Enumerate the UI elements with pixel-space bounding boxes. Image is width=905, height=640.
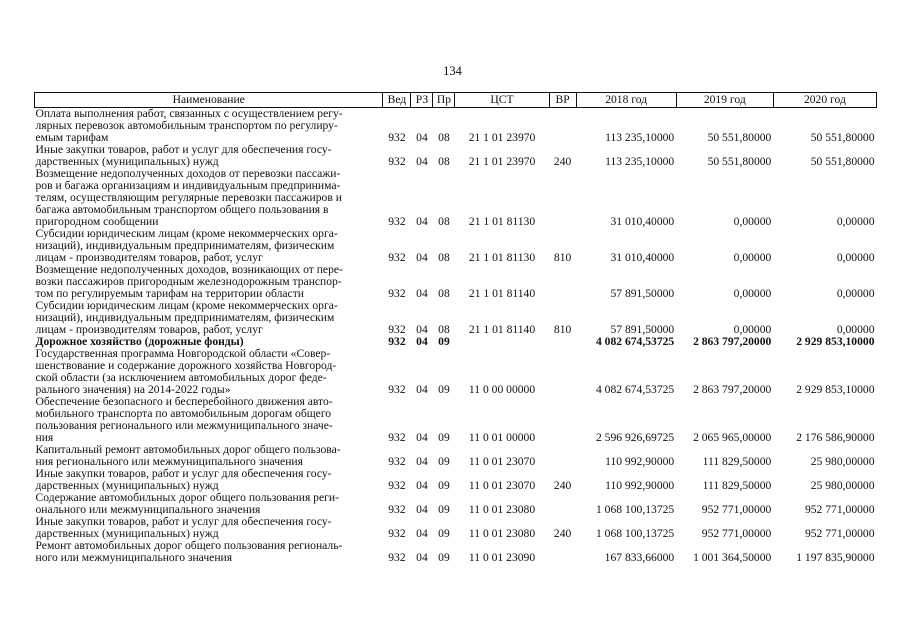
row-name: Субсидии юридическим лицам (кроме некоммерческих орга- низаций), индивидуальным предпринимателям, физическим лицам - производителям товаров, работ, услуг: [35, 227, 338, 264]
row-amount-2018: 2 596 926,69725: [595, 431, 675, 444]
row-amount-2020: 952 771,00000: [804, 527, 875, 540]
row-amount-2019: 0,00000: [733, 215, 772, 228]
row-ved: 932: [388, 131, 406, 144]
row-vr: [549, 336, 576, 348]
header-2019: 2019 год: [676, 93, 773, 108]
row-amount-2020: 0,00000: [836, 287, 875, 300]
row-name: Государственная программа Новгородской области «Совер- шенствование и содержание дорожного хозяйства Новгород- ской области (за исключением автомобильных дорог феде- рального значения) на 2014-2022 годы»: [35, 347, 337, 396]
row-amount-2018: 110 992,90000: [605, 479, 675, 492]
row-pr: 09: [438, 431, 450, 444]
row-amount-2018: 31 010,40000: [610, 251, 675, 264]
row-vr: 810: [553, 251, 572, 264]
row-cst: 11 0 01 23080: [468, 527, 536, 540]
row-amount-2019: 50 551,80000: [707, 155, 772, 168]
row-pr: 09: [438, 383, 450, 396]
row-amount-2020: 25 980,00000: [810, 479, 875, 492]
row-name: Субсидии юридическим лицам (кроме некоммерческих орга- низаций), индивидуальным предпринимателям, физическим лицам - производителям товаров, работ, услуг: [35, 299, 338, 336]
row-cst: 21 1 01 23970: [468, 155, 536, 168]
table-row: [35, 492, 877, 516]
row-amount-2019: 111 829,50000: [702, 479, 772, 492]
header-2020: 2020 год: [773, 93, 876, 108]
row-vr: [549, 492, 576, 516]
row-amount-2018: 1 068 100,13725: [595, 527, 675, 540]
row-name: Ремонт автомобильных дорог общего пользования региональ- ного или межмуниципального значения: [35, 539, 343, 564]
row-rz: 04: [416, 551, 428, 564]
row-rz: 04: [416, 215, 428, 228]
row-name: Капитальный ремонт автомобильных дорог общего пользова- ния регионального или межмуниципального значения: [35, 443, 341, 468]
row-rz: 04: [416, 155, 428, 168]
row-ved: 932: [388, 251, 406, 264]
row-pr: 08: [438, 155, 450, 168]
row-name: Обеспечение безопасного и бесперебойного движения авто- мобильного транспорта по автомобильным дорогам общего пользования регионального или межмуниципального значе- ния: [35, 395, 333, 444]
row-amount-2020: 2 929 853,10000: [796, 383, 875, 396]
row-name: Возмещение недополученных доходов, возникающих от пере- возки пассажиров пригородным железнодорожным транспор- том по регулируемым тарифам на территории области: [35, 263, 343, 300]
row-amount-2020: 2 176 586,90000: [796, 431, 875, 444]
table-row: [35, 540, 877, 564]
row-amount-2018: 4 082 674,53725: [595, 383, 675, 396]
row-ved: 932: [388, 503, 406, 516]
row-amount-2018: 113 235,10000: [605, 131, 675, 144]
row-amount-2020: 25 980,00000: [810, 455, 875, 468]
row-rz: 04: [416, 251, 428, 264]
row-ved: 932: [388, 215, 406, 228]
row-rz: 04: [416, 323, 428, 336]
row-amount-2019: 952 771,00000: [701, 527, 772, 540]
row-amount-2019: 2 863 797,20000: [693, 383, 772, 396]
row-ved: 932: [388, 155, 406, 168]
row-vr: [549, 348, 576, 396]
row-vr: [549, 108, 576, 145]
row-pr: 08: [438, 287, 450, 300]
header-2018: 2018 год: [576, 93, 676, 108]
header-ved: Вед: [383, 93, 411, 108]
row-cst: 21 1 01 81140: [468, 323, 536, 336]
header-name: Наименование: [35, 93, 383, 108]
row-pr: 09: [438, 455, 450, 468]
row-amount-2018: 113 235,10000: [605, 155, 675, 168]
table-header-row: [35, 93, 877, 108]
row-vr: 240: [553, 479, 572, 492]
table-row: [35, 144, 877, 168]
row-amount-2019: 50 551,80000: [707, 131, 772, 144]
row-vr: 810: [553, 323, 572, 336]
row-name: Иные закупки товаров, работ и услуг для обеспечения госу- дарственных (муниципальных) нужд: [35, 515, 332, 540]
row-pr: 09: [438, 503, 450, 516]
row-rz: 04: [416, 479, 428, 492]
table-row: [35, 168, 877, 228]
row-amount-2018: 110 992,90000: [605, 455, 675, 468]
row-amount-2019: 0,00000: [733, 251, 772, 264]
row-rz: 04: [416, 383, 428, 396]
row-ved: 932: [388, 479, 406, 492]
row-amount-2018: 57 891,50000: [610, 323, 675, 336]
row-amount-2019: 952 771,00000: [701, 503, 772, 516]
row-amount-2020: 1 197 835,90000: [796, 551, 875, 564]
row-ved: 932: [388, 551, 406, 564]
row-name: Оплата выполнения работ, связанных с осуществлением регу- лярных перевозок автомобильным транспортом по регулиру- емым тарифам: [35, 107, 343, 144]
row-amount-2019: 1 001 364,50000: [693, 551, 772, 564]
header-pr: Пр: [433, 93, 455, 108]
row-rz: 04: [416, 287, 428, 300]
row-amount-2018: 4 082 674,53725: [595, 335, 675, 348]
row-amount-2020: 50 551,80000: [810, 131, 875, 144]
row-ved: 932: [388, 431, 406, 444]
table-row: [35, 300, 877, 336]
row-amount-2018: 57 891,50000: [610, 287, 675, 300]
row-rz: 04: [416, 131, 428, 144]
header-rz: РЗ: [411, 93, 433, 108]
row-cst: [455, 336, 549, 348]
table-row: [35, 348, 877, 396]
row-vr: 240: [553, 155, 572, 168]
table-row: [35, 108, 877, 145]
budget-table: [34, 92, 877, 564]
row-name: Иные закупки товаров, работ и услуг для обеспечения госу- дарственных (муниципальных) нужд: [35, 143, 332, 168]
row-rz: 04: [416, 527, 428, 540]
row-pr: 09: [438, 551, 450, 564]
row-cst: 11 0 01 23080: [468, 503, 536, 516]
table-row: [35, 264, 877, 300]
row-amount-2019: 0,00000: [733, 287, 772, 300]
table-row: [35, 396, 877, 444]
row-ved: 932: [388, 455, 406, 468]
table-row: [35, 468, 877, 492]
row-amount-2020: 0,00000: [836, 323, 875, 336]
row-amount-2019: 0,00000: [733, 323, 772, 336]
row-cst: 21 1 01 81140: [468, 287, 536, 300]
row-amount-2020: 2 929 853,10000: [796, 335, 875, 348]
row-cst: 11 0 01 23070: [468, 455, 536, 468]
row-ved: 932: [388, 383, 406, 396]
header-vr: ВР: [549, 93, 576, 108]
row-ved: 932: [388, 287, 406, 300]
row-pr: 08: [438, 131, 450, 144]
row-amount-2018: 31 010,40000: [610, 215, 675, 228]
row-amount-2018: 167 833,66000: [604, 551, 675, 564]
row-pr: 08: [438, 215, 450, 228]
row-vr: [549, 444, 576, 468]
row-pr: 09: [438, 335, 450, 348]
page-number: 134: [443, 64, 462, 78]
row-cst: 21 1 01 23970: [468, 131, 536, 144]
row-ved: 932: [388, 527, 406, 540]
row-vr: 240: [553, 527, 572, 540]
table-row: [35, 228, 877, 264]
row-amount-2020: 0,00000: [836, 215, 875, 228]
table-body: [35, 108, 877, 565]
row-cst: 11 0 01 00000: [468, 431, 536, 444]
row-cst: 11 0 01 23070: [468, 479, 536, 492]
row-rz: 04: [416, 503, 428, 516]
row-ved: 932: [388, 335, 406, 348]
row-amount-2019: 111 829,50000: [702, 455, 772, 468]
table-row: [35, 516, 877, 540]
row-rz: 04: [416, 431, 428, 444]
row-name: Дорожное хозяйство (дорожные фонды): [35, 335, 244, 348]
row-cst: 21 1 01 81130: [468, 251, 536, 264]
row-cst: 21 1 01 81130: [468, 215, 536, 228]
row-amount-2020: 0,00000: [836, 251, 875, 264]
row-pr: 09: [438, 479, 450, 492]
row-cst: 11 0 00 00000: [468, 383, 536, 396]
row-rz: 04: [416, 335, 428, 348]
row-cst: 11 0 01 23090: [468, 551, 536, 564]
row-amount-2019: 2 065 965,00000: [693, 431, 772, 444]
table-row: [35, 444, 877, 468]
header-cst: ЦСТ: [455, 93, 549, 108]
row-pr: 08: [438, 251, 450, 264]
row-name: Иные закупки товаров, работ и услуг для обеспечения госу- дарственных (муниципальных) нужд: [35, 467, 332, 492]
row-amount-2018: 1 068 100,13725: [595, 503, 675, 516]
row-rz: 04: [416, 455, 428, 468]
row-amount-2020: 50 551,80000: [810, 155, 875, 168]
row-vr: [549, 264, 576, 300]
row-pr: 09: [438, 527, 450, 540]
row-name: Возмещение недополученных доходов от перевозки пассажи- ров и багажа организациям и индивидуальным предпринима- телям, осуществляющим регулярные перевозки пассажиров и багажа автомобильным транспортом общего пользования в пригородном сообщении: [35, 167, 342, 228]
row-amount-2019: 2 863 797,20000: [693, 335, 772, 348]
row-vr: [549, 396, 576, 444]
row-vr: [549, 168, 576, 228]
row-amount-2020: 952 771,00000: [804, 503, 875, 516]
row-ved: 932: [388, 323, 406, 336]
row-name: Содержание автомобильных дорог общего пользования реги- онального или межмуниципального значения: [35, 491, 339, 516]
row-pr: 08: [438, 323, 450, 336]
row-vr: [549, 540, 576, 564]
